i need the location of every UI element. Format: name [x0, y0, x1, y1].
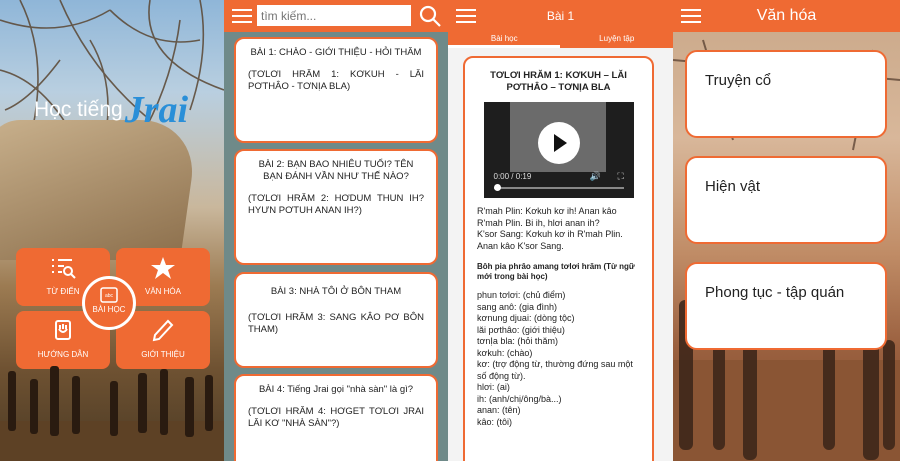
fullscreen-icon[interactable]: ⛶ — [617, 171, 624, 181]
home-screen — [0, 0, 224, 461]
thatched-roof-image — [0, 120, 200, 260]
lesson-list-screen — [224, 0, 448, 461]
culture-item-folk-tales[interactable] — [685, 50, 887, 138]
dancers-image — [0, 351, 224, 461]
lessons-button[interactable] — [82, 276, 136, 330]
lesson-list-header — [224, 0, 448, 32]
dictionary-label: TỪ ĐIỂN — [46, 287, 80, 296]
tab-lesson[interactable]: Bài học — [490, 34, 518, 43]
hand-book-icon — [50, 319, 76, 343]
search-bar — [257, 5, 439, 27]
book-icon — [100, 287, 118, 303]
lesson-card[interactable] — [234, 272, 438, 368]
lesson-title: BÀI 4: Tiếng Jrai gọi "nhà sàn" là gì? — [258, 384, 414, 395]
vocab-item: lăi pơthâo: (giới thiệu) — [477, 324, 565, 335]
vocab-item: sang anô: (gia đình) — [477, 301, 558, 312]
about-label: GIỚI THIỆU — [141, 350, 185, 359]
vocab-item: kơ: (trợ động từ, thường đứng sau một số động từ). — [477, 359, 633, 381]
culture-item-label: Phong tục - tập quán — [705, 284, 845, 301]
lesson-title: BÀI 1: CHÀO - GIỚI THIỆU - HỎI THĂM — [250, 47, 422, 58]
hamburger-menu-icon[interactable] — [681, 8, 701, 24]
vocab-item: anan: (tên) — [477, 405, 521, 415]
vocab-item: kơkuh: (chào) — [477, 347, 533, 358]
vocab-item: kâo: (tôi) — [477, 416, 513, 427]
lesson-subtitle: (TƠLƠI HRĂM 3: SANG KÂO PƠ BÔN THAM) — [248, 312, 424, 335]
vocab-item: hlơi: (ai) — [477, 382, 510, 392]
video-progress-knob[interactable] — [494, 184, 501, 191]
lesson-subtitle: (TƠLƠI HRĂM 4: HƠGET TƠLƠI JRAI LĂI KƠ "NHÀ SÀN"?) — [248, 406, 424, 429]
vocab-list — [477, 290, 640, 428]
lesson-detail-screen — [448, 0, 673, 461]
search-input[interactable] — [257, 5, 411, 26]
lesson-detail-header — [448, 0, 673, 32]
active-tab-indicator — [448, 45, 560, 48]
book-icon-text: abc — [104, 293, 114, 299]
culture-header — [673, 0, 900, 32]
search-icon[interactable] — [419, 5, 441, 27]
vocab-item: phun tơlơi: (chủ điểm) — [477, 290, 566, 300]
hamburger-menu-icon[interactable] — [456, 8, 476, 24]
dictionary-icon — [50, 256, 76, 280]
dialogue-line: K'sor Sang: Kơkuh kơ ih R'mah Plin. Anan kâo K'sor Sang. — [477, 229, 623, 251]
video-player[interactable] — [484, 102, 634, 198]
logo-brand: Jrai — [124, 89, 189, 131]
tab-practice[interactable]: Luyện tập — [599, 34, 635, 43]
culture-item-artifacts[interactable] — [685, 156, 887, 244]
hamburger-menu-icon[interactable] — [232, 8, 252, 24]
lesson-card[interactable] — [234, 149, 438, 265]
dialogue-line: R'mah Plin: Kơkuh kơ ih! Anan kâo R'mah Plin. Bi ih, hlơi anan ih? — [477, 206, 617, 228]
lesson-subtitle: (TƠLƠI HRĂM 2: HƠDUM THUN IH? HYƯN PƠTUH ANAN IH?) — [248, 193, 424, 216]
culture-label: VĂN HÓA — [144, 287, 181, 296]
volume-icon[interactable]: 🔊 — [589, 171, 601, 181]
star-icon — [150, 256, 176, 280]
lesson-title: BÀI 3: NHÀ TÔI Ở BÔN THAM — [270, 286, 402, 297]
culture-item-customs[interactable] — [685, 262, 887, 350]
culture-screen — [673, 0, 900, 461]
vocab-item: tơnỊa bla: (hỏi thăm) — [477, 336, 558, 346]
play-button[interactable] — [538, 122, 580, 164]
lessons-label: BÀI HỌC — [92, 305, 126, 314]
logo-prefix: Học tiếng — [34, 98, 123, 121]
lesson-content-card — [463, 56, 654, 461]
video-time: 0:00 / 0:19 — [493, 172, 532, 181]
video-progress-bar[interactable] — [494, 187, 624, 189]
vocab-item: kơnung djuai: (dòng tộc) — [477, 313, 575, 323]
app-logo — [34, 82, 189, 131]
lesson-content-title: TƠLƠI HRĂM 1: KƠKUH – LĂI PƠTHÂO – TƠNỊA BLA — [490, 70, 627, 93]
culture-item-label: Truyện cổ — [705, 72, 772, 89]
guide-label: HƯỚNG DẪN — [37, 350, 89, 359]
lesson-card[interactable] — [234, 37, 438, 143]
lesson-detail-title: Bài 1 — [546, 9, 575, 23]
culture-item-label: Hiện vật — [705, 178, 761, 195]
lesson-title: BÀI 2: BẠN BAO NHIÊU TUỔI? TÊN BẠN ĐÁNH VẦN NHƯ THẾ NÀO? — [258, 159, 414, 182]
lesson-subtitle: (TƠLƠI HRĂM 1: KƠKUH - LĂI PƠTHÂO - TƠNỊA BLA) — [248, 69, 424, 92]
pencil-icon — [150, 319, 176, 343]
vocab-heading: Bôh pia phrâo amang tơlơi hrăm (Từ ngữ mới trong bài học) — [477, 262, 635, 281]
culture-title: Văn hóa — [756, 7, 817, 24]
lesson-card[interactable] — [234, 374, 438, 461]
vocab-item: ih: (anh/chị/ông/bà...) — [477, 393, 562, 404]
